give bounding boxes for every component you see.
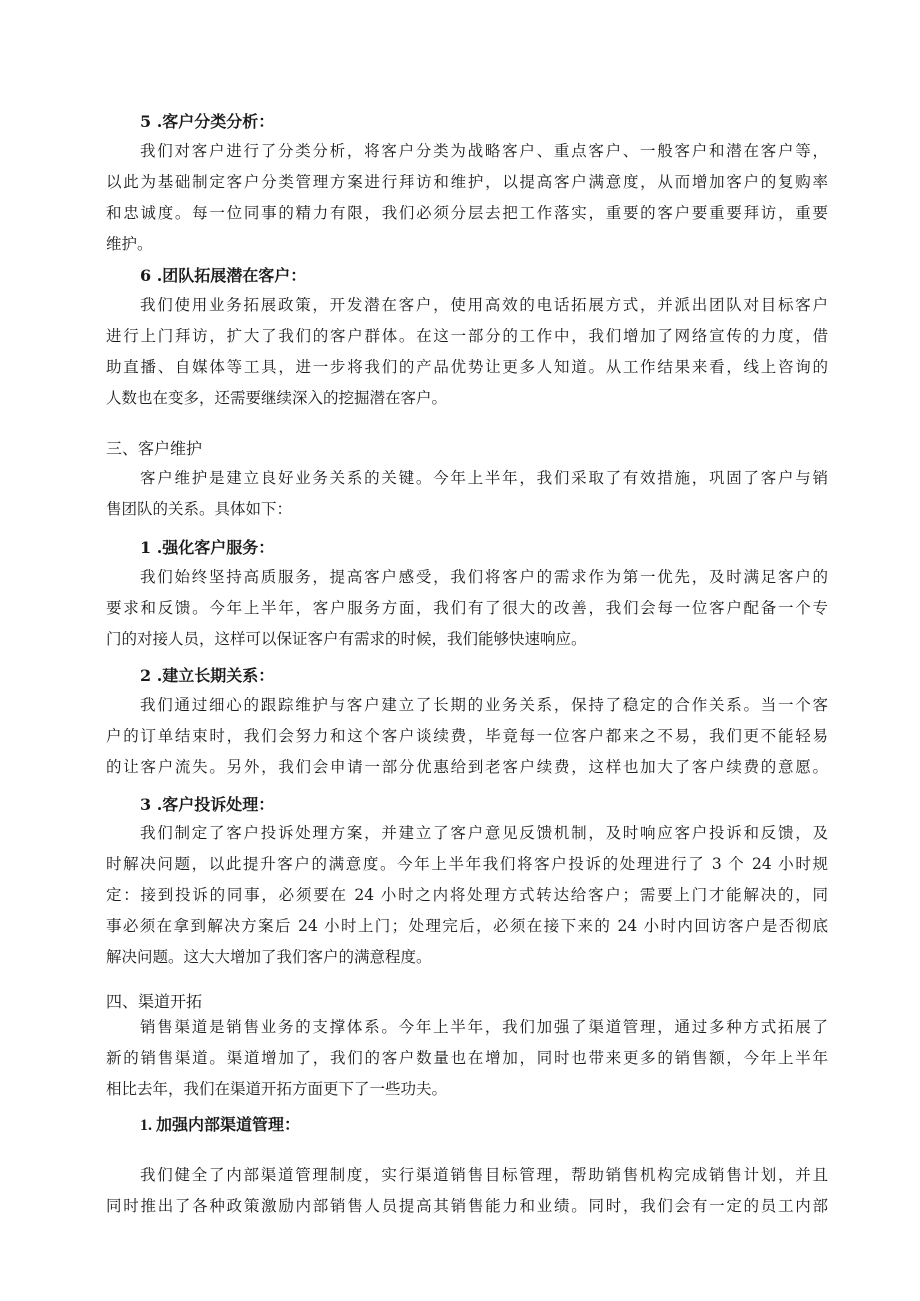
paragraph-long-term-relations <box>106 690 828 783</box>
heading-3-complaint-handling: 3 .客户投诉处理： <box>140 795 275 814</box>
paragraph-internal-channel <box>106 1160 828 1222</box>
text-line: 我们通过细心的跟踪维护与客户建立了长期的业务关系，保持了稳定的合作关系。当一个客 <box>140 696 828 714</box>
text-line: 我们使用业务拓展政策，开发潜在客户，使用高效的电话拓展方式，并派出团队对目标客户 <box>140 296 828 314</box>
text-line: 门的对接人员，这样可以保证客户有需求的时候，我们能够快速响应。 <box>106 630 587 648</box>
text-line: 新的销售渠道。渠道增加了，我们的客户数量也在增加，同时也带来更多的销售额，今年上半年 <box>106 1049 828 1067</box>
paragraph-customer-maintenance-intro <box>106 463 828 525</box>
text-line: 进行上门拜访，扩大了我们的客户群体。在这一部分的工作中，我们增加了网络宣传的力度，借 <box>106 327 828 345</box>
text-line: 我们制定了客户投诉处理方案，并建立了客户意见反馈机制，及时响应客户投诉和反馈，及 <box>140 824 828 842</box>
paragraph-channel-development-intro <box>106 1012 828 1105</box>
text-line: 同时推出了各种政策激励内部销售人员提高其销售能力和业绩。同时，我们会有一定的员工内部 <box>106 1197 828 1215</box>
paragraph-team-prospecting <box>106 290 828 414</box>
text-line: 我们始终坚持高质服务，提高客户感受，我们将客户的需求作为第一优先，及时满足客户的 <box>140 568 828 586</box>
text-line: 以此为基础制定客户分类管理方案进行拜访和维护，以提高客户满意度，从而增加客户的复购率 <box>106 173 828 191</box>
paragraph-customer-classification <box>106 136 828 260</box>
section-title-customer-maintenance: 三、客户维护 <box>106 439 203 458</box>
text-line: 定：接到投诉的同事，必须要在 24 小时之内将处理方式转达给客户；需要上门才能解决的，同 <box>106 886 828 904</box>
paragraph-strengthen-service <box>106 562 828 655</box>
text-line: 维护。 <box>106 235 153 253</box>
text-line: 客户维护是建立良好业务关系的关键。今年上半年，我们采取了有效措施，巩固了客户与销 <box>140 469 828 487</box>
text-line: 销售渠道是销售业务的支撑体系。今年上半年，我们加强了渠道管理，通过多种方式拓展了 <box>140 1018 828 1036</box>
text-line: 事必须在拿到解决方案后 24 小时上门；处理完后，必须在接下来的 24 小时内回访客户是否彻底 <box>106 917 828 935</box>
text-line: 户的订单结束时，我们会努力和这个客户谈续费，毕竟每一位客户都来之不易，我们更不能轻易 <box>106 727 828 745</box>
heading-1-strengthen-service: 1 .强化客户服务： <box>140 538 275 557</box>
heading-1-internal-channel: 1. 加强内部渠道管理： <box>140 1117 301 1134</box>
heading-2-long-term-relations: 2 .建立长期关系： <box>140 666 275 685</box>
text-line: 时解决问题，以此提升客户的满意度。今年上半年我们将客户投诉的处理进行了 3 个 24 小时规 <box>106 855 828 873</box>
text-line: 要求和反馈。今年上半年，客户服务方面，我们有了很大的改善，我们会每一位客户配备一个专 <box>106 599 828 617</box>
text-line: 我们健全了内部渠道管理制度，实行渠道销售目标管理，帮助销售机构完成销售计划，并且 <box>140 1166 828 1184</box>
text-line: 解决问题。这大大增加了我们客户的满意程度。 <box>106 948 432 966</box>
text-line: 我们对客户进行了分类分析，将客户分类为战略客户、重点客户、一般客户和潜在客户等， <box>140 142 828 160</box>
text-line: 和忠诚度。每一位同事的精力有限，我们必须分层去把工作落实，重要的客户要重要拜访，重要 <box>106 204 828 222</box>
text-line: 相比去年，我们在渠道开拓方面更下了一些功夫。 <box>106 1080 448 1098</box>
text-line: 的让客户流失。另外，我们会申请一部分优惠给到老客户续费，这样也加大了客户续费的意愿。 <box>106 758 828 776</box>
text-line: 售团队的关系。具体如下： <box>106 500 293 518</box>
section-title-channel-development: 四、渠道开拓 <box>106 992 203 1011</box>
text-line: 助直播、自媒体等工具，进一步将我们的产品优势让更多人知道。从工作结果来看，线上咨询的 <box>106 358 828 376</box>
heading-6-team-prospecting: 6 .团队拓展潜在客户： <box>140 266 307 285</box>
heading-5-customer-classification: 5 .客户分类分析： <box>140 112 275 131</box>
text-line: 人数也在变多，还需要继续深入的挖掘潜在客户。 <box>106 389 448 407</box>
paragraph-complaint-handling <box>106 818 828 973</box>
